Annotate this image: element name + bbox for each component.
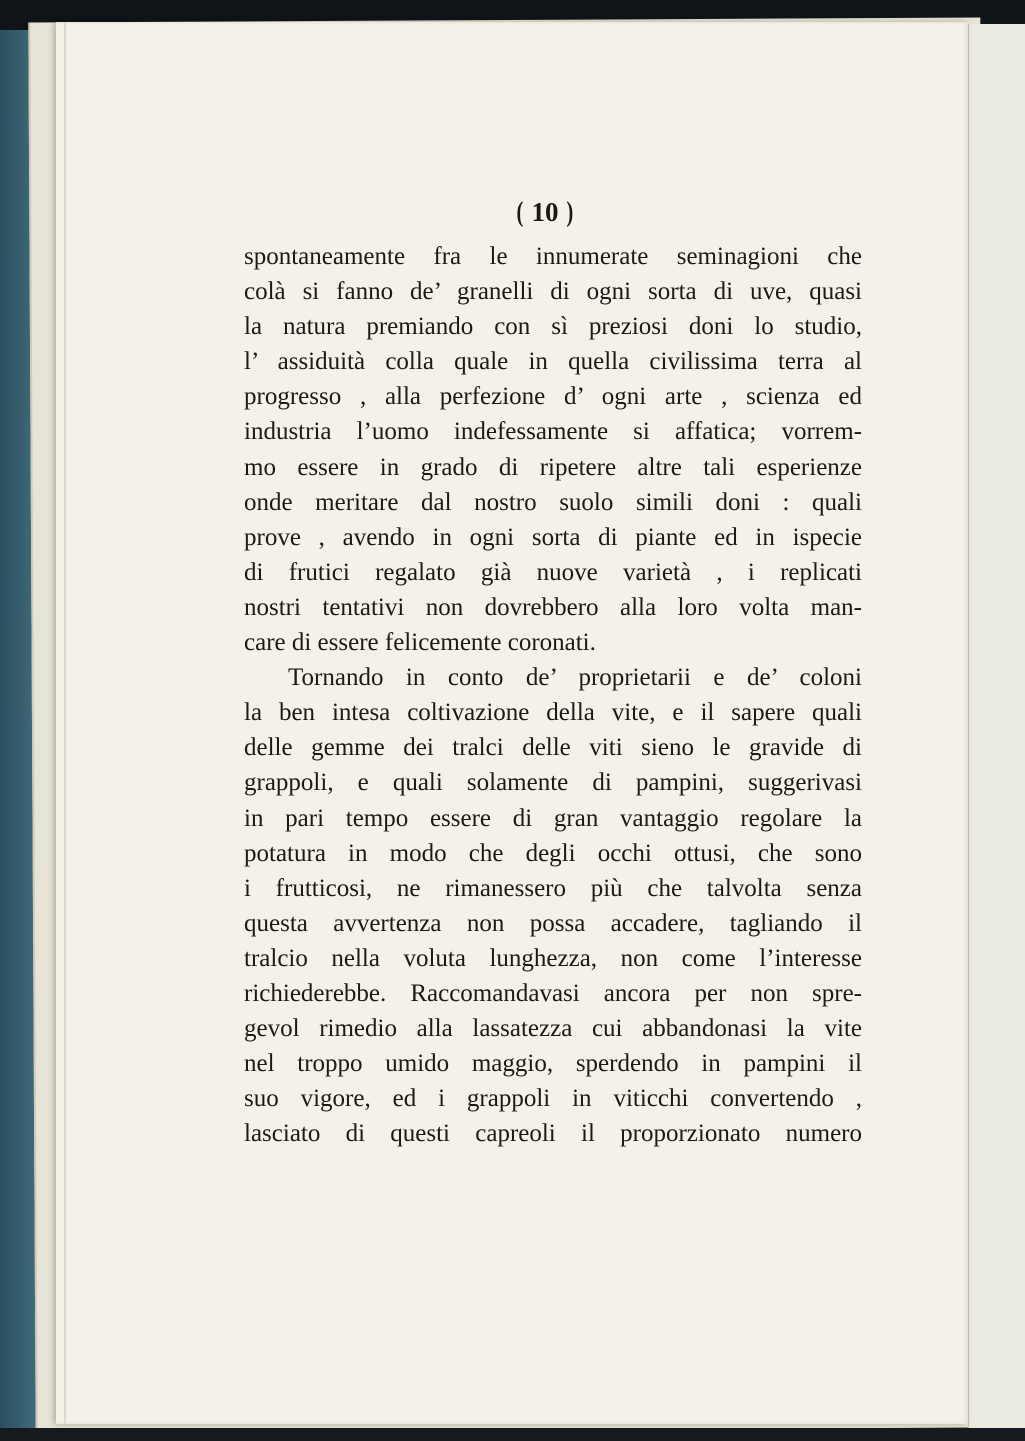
text-line: l’ assiduità colla quale in quella civilissima terra al bbox=[244, 348, 862, 376]
text-line: suo vigore, ed i grappoli in viticchi convertendo , bbox=[244, 1085, 862, 1113]
text-line: gevol rimedio alla lassatezza cui abbandonasi la vite bbox=[244, 1015, 862, 1043]
text-line: prove , avendo in ogni sorta di piante ed in ispecie bbox=[244, 523, 862, 551]
text-line: mo essere in grado di ripetere altre tali esperienze bbox=[244, 453, 862, 481]
page-gutter-line bbox=[64, 22, 66, 1424]
text-line: richiederebbe. Raccomandavasi ancora per non spre- bbox=[244, 979, 862, 1007]
text-line: potatura in modo che degli occhi ottusi, che sono bbox=[244, 839, 862, 867]
text-line: nostri tentativi non dovrebbero alla loro volta man- bbox=[244, 593, 862, 621]
page-number bbox=[490, 196, 600, 229]
text-line: la ben intesa coltivazione della vite, e il sapere quali bbox=[244, 699, 862, 727]
text-line: di frutici regalato già nuove varietà , i replicati bbox=[244, 558, 862, 586]
text-line: delle gemme dei tralci delle viti sieno le gravide di bbox=[244, 734, 862, 762]
text-line: care di essere felicemente coronati. bbox=[244, 629, 596, 657]
text-line: la natura premiando con sì preziosi doni lo studio, bbox=[244, 313, 862, 341]
text-line: i frutticosi, ne rimanessero più che talvolta senza bbox=[244, 874, 862, 902]
text-line: tralcio nella voluta lunghezza, non come l’interesse bbox=[244, 944, 862, 972]
text-line-paragraph-start: Tornando in conto de’ proprietarii e de’ coloni bbox=[288, 664, 862, 692]
page-number-bracket-left: ( bbox=[516, 196, 524, 228]
scan-bottom-edge bbox=[0, 1428, 1025, 1441]
text-line: grappoli, e quali solamente di pampini, suggerivasi bbox=[244, 769, 862, 797]
text-line: lasciato di questi capreoli il proporzionato numero bbox=[244, 1120, 862, 1148]
text-line: in pari tempo essere di gran vantaggio regolare la bbox=[244, 804, 862, 832]
page-number-value: 10 bbox=[531, 197, 559, 227]
page-number-bracket-right: ) bbox=[566, 196, 574, 228]
body-text bbox=[244, 239, 862, 1151]
text-line: industria l’uomo indefessamente si affatica; vorrem- bbox=[244, 418, 862, 446]
text-line: colà si fanno de’ granelli di ogni sorta di uve, quasi bbox=[244, 278, 862, 306]
text-line: onde meritare dal nostro suolo simili doni : quali bbox=[244, 488, 862, 516]
text-line: spontaneamente fra le innumerate seminagioni che bbox=[244, 243, 862, 270]
text-line: progresso , alla perfezione d’ ogni arte , scienza ed bbox=[244, 383, 862, 411]
text-line: nel troppo umido maggio, sperdendo in pampini il bbox=[244, 1050, 862, 1078]
text-line: questa avvertenza non possa accadere, tagliando il bbox=[244, 909, 862, 937]
facing-page-edge bbox=[968, 24, 1025, 1430]
